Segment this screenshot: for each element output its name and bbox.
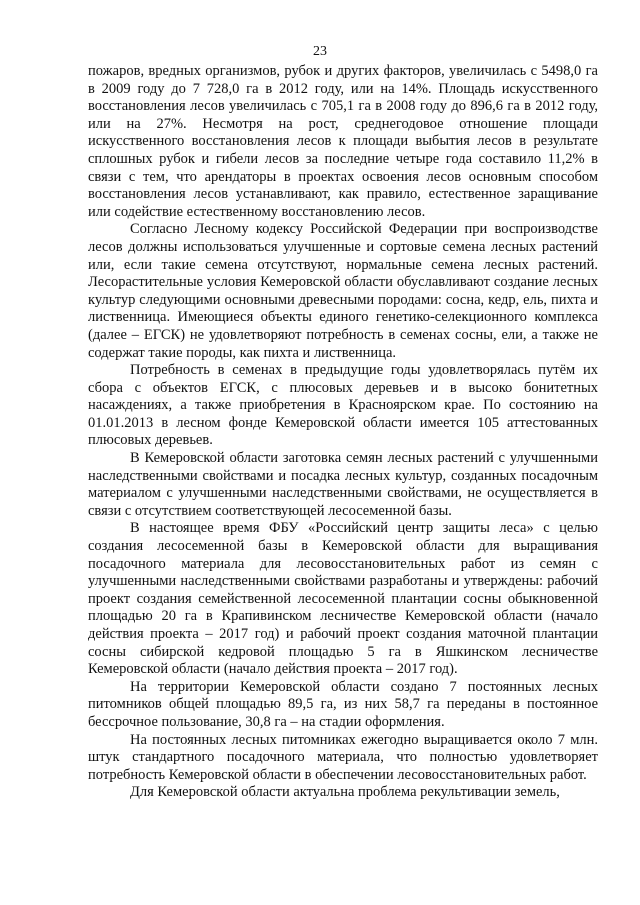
- paragraph-1: пожаров, вредных организмов, рубок и других факторов, увеличилась с 5498,0 га в 2009 году до 7 728,0 га в 2012 году, или на 14%. Площадь искусственного восстановления лесов увеличилась с 705,1 га в 2008 году до 896,6 га в 2012 году, или на 27%. Несмотря на рост, среднегодовое отношение площади искусственного восстановления лесов к площади выбытия лесов в результате сплошных рубок и гибели лесов за последние четыре года составило 11,2% в связи с тем, что арендаторы в проектах освоения лесов основным способом восстановления лесов устанавливают, как правило, естественное заращивание или содействие естественному восстановлению лесов.: [88, 63, 598, 220]
- paragraph-4: В Кемеровской области заготовка семян лесных растений с улучшенными наследственными свойствами и посадка лесных культур, созданных посадочным материалом с улучшенными наследственными свойствами, не осуществляется в связи с отсутствием соответствующей лесосеменной базы.: [88, 450, 598, 519]
- page-number: 23: [313, 44, 327, 59]
- paragraph-6: На территории Кемеровской области создано 7 постоянных лесных питомников общей площадью 89,5 га, из них 58,7 га переданы в постоянное бессрочное пользование, 30,8 га – на стадии оформления.: [88, 678, 598, 730]
- document-body: [88, 63, 598, 802]
- paragraph-8: Для Кемеровской области актуальна проблема рекультивации земель,: [130, 784, 560, 801]
- paragraph-5: В настоящее время ФБУ «Российский центр защиты леса» с целью создания лесосеменной базы в Кемеровской области для выращивания посадочного материала для лесовосстановительных работ из семян с улучшенными наследственными свойствами разработаны и утверждены: рабочий проект создания семейственной лесосеменной плантации сосны обыкновенной площадью 20 га в Крапивинском лесничестве Кемеровской области (начало действия проекта – 2017 год) и рабочий проект создания маточной плантации сосны сибирской кедровой площадью 5 га в Яшкинском лесничестве Кемеровской области (начало действия проекта – 2017 год).: [88, 520, 598, 678]
- paragraph-7: На постоянных лесных питомниках ежегодно выращивается около 7 млн. штук стандартного посадочного материала, что полностью удовлетворяет потребность Кемеровской области в обеспечении лесовосстановительных работ.: [88, 731, 598, 783]
- paragraph-2: Согласно Лесному кодексу Российской Федерации при воспроизводстве лесов должны использоваться улучшенные и сортовые семена лесных растений или, если такие семена отсутствуют, нормальные семена лесных растений. Лесорастительные условия Кемеровской области обуславливают создание лесных культур следующими основными древесными породами: сосна, кедр, ель, пихта и лиственница. Имеющиеся объекты единого генетико-селекционного комплекса (далее – ЕГСК) не удовлетворяют потребность в семенах сосны, ели, а также не содержат такие породы, как пихта и лиственница.: [88, 221, 598, 361]
- paragraph-3: Потребность в семенах в предыдущие годы удовлетворялась путём их сбора с объектов ЕГСК, с плюсовых деревьев и в высоко бонитетных насаждениях, а также приобретения в Красноярском крае. По состоянию на 01.01.2013 в лесном фонде Кемеровской области имеется 105 аттестованных плюсовых деревьев.: [88, 362, 598, 449]
